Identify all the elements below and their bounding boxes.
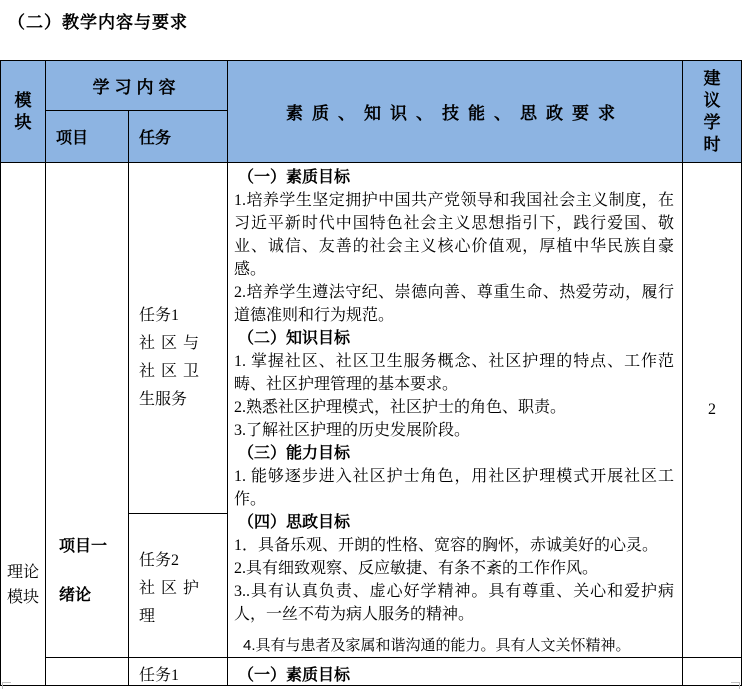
teaching-content-table <box>0 60 742 686</box>
requirement-item: 2.具有细致观察、反应敏捷、有条不紊的工作作风。 <box>234 560 599 577</box>
next-task-cell: 任务1 <box>129 658 228 686</box>
module-name: 理论模块 <box>6 563 39 606</box>
task1-label: 任务1 <box>139 306 180 324</box>
section-heading: （三）能力目标 <box>238 445 351 462</box>
header-task: 任务 <box>129 111 228 163</box>
requirement-item: 1．具备乐观、开朗的性格、宽容的胸怀，赤诚美好的心灵。 <box>234 537 659 554</box>
section-heading: （二）知识目标 <box>238 330 351 347</box>
task1-cell <box>129 163 228 514</box>
requirements-section-quality <box>234 166 674 327</box>
section-heading: （一）素质目标 <box>238 169 351 186</box>
page-corner-mark-left <box>2 682 11 689</box>
theory-row-task1 <box>1 163 742 514</box>
suggested-hours-cell: 2 <box>683 163 742 658</box>
header-module-label: 模块 <box>14 90 32 132</box>
header-suggested-hours-label: 建议学时 <box>703 68 721 154</box>
requirements-cell <box>228 163 683 658</box>
requirements-section-ideology <box>234 511 674 626</box>
requirement-item-communication: 4.具有与患者及家属和谐沟通的能力。具有人文关怀精神。 <box>243 637 631 654</box>
section-title: （二）教学内容与要求 <box>8 13 188 32</box>
next-requirements-cell <box>228 658 683 686</box>
module-cell <box>1 163 46 686</box>
next-row-partial <box>1 658 742 686</box>
requirement-item: 2.培养学生遵法守纪、崇德向善、尊重生命、热爱劳动，履行道德准则和行为规范。 <box>234 284 674 324</box>
header-learning-content: 学习内容 <box>46 61 228 111</box>
requirement-item: 3..具有认真负责、虚心好学精神。具有尊重、关心和爱护病人，一丝不苟为病人服务的精神。 <box>234 583 674 623</box>
task2-name: 社区护理 <box>139 579 199 625</box>
header-suggested-hours <box>683 61 742 163</box>
project-name: 绪论 <box>59 587 92 604</box>
section-heading: （四）思政目标 <box>238 514 351 531</box>
section-heading: （一）素质目标 <box>238 666 351 684</box>
requirement-item: 3.了解社区护理的历史发展阶段。 <box>234 422 471 439</box>
header-module <box>1 61 46 163</box>
task2-cell <box>129 513 228 657</box>
header-requirements: 素质、知识、技能、思政要求 <box>228 61 683 163</box>
requirement-item: 1. 掌握社区、社区卫生服务概念、社区护理的特点、工作范畴、社区护理管理的基本要求。 <box>234 353 674 393</box>
requirement-item: 1. 能够逐步进入社区护士角色，用社区护理模式开展社区工作。 <box>234 468 674 508</box>
requirements-section-ability <box>234 442 674 511</box>
project-label: 项目一 <box>59 538 108 555</box>
header-project: 项目 <box>46 111 129 163</box>
next-project-cell-empty <box>46 658 129 686</box>
task2-label: 任务2 <box>139 551 180 569</box>
page-corner-mark-right <box>731 682 740 689</box>
requirements-section-knowledge <box>234 327 674 442</box>
project-cell <box>46 163 129 658</box>
task1-name: 社区与社区卫生服务 <box>139 334 199 408</box>
requirement-item: 1.培养学生坚定拥护中国共产党领导和我国社会主义制度，在习近平新时代中国特色社会主义思想指引下，践行爱国、敬业、诚信、友善的社会主义核心价值观，厚植中华民族自豪感。 <box>234 192 674 278</box>
requirement-item: 2.熟悉社区护理模式，社区护士的角色、职责。 <box>234 399 567 416</box>
header-row-1 <box>1 61 742 111</box>
